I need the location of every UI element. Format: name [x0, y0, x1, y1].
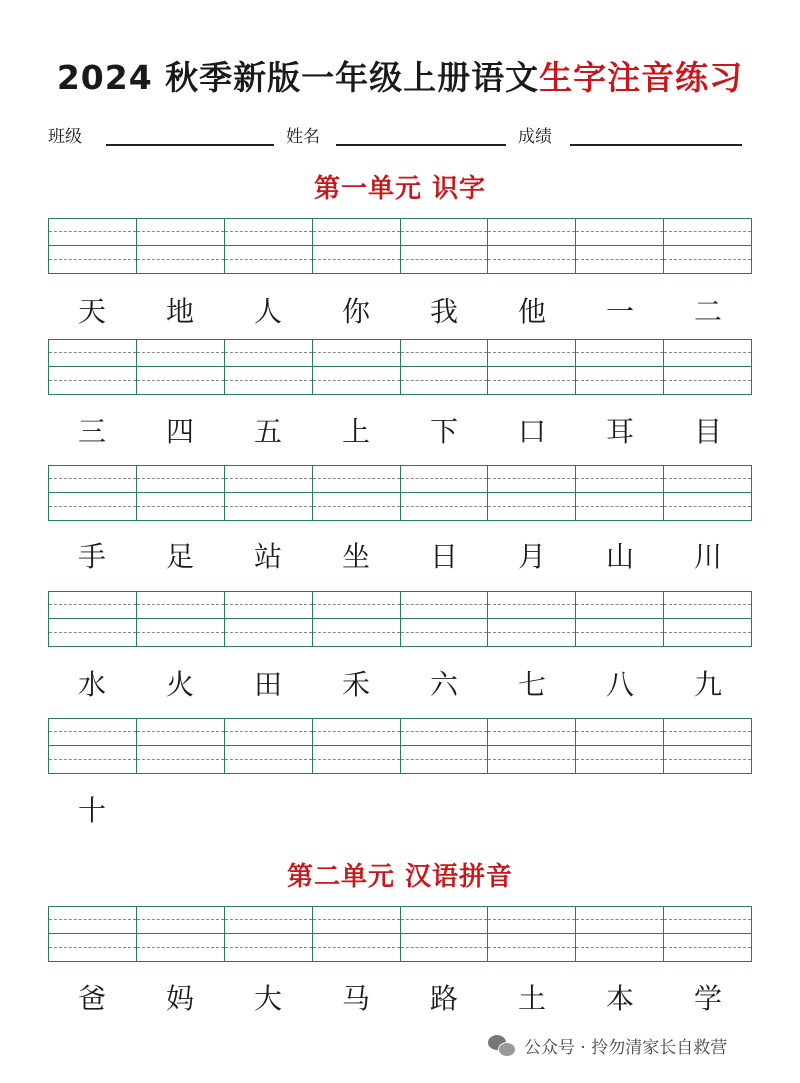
guide-line: [576, 259, 663, 260]
guide-line: [137, 506, 224, 507]
pinyin-cell[interactable]: [225, 719, 313, 773]
character: 七: [517, 668, 546, 701]
footer: [488, 1033, 727, 1058]
character: 学: [693, 982, 722, 1015]
guide-line: [137, 245, 224, 246]
character: 站: [253, 540, 282, 573]
guide-line: [576, 492, 663, 493]
guide-line: [401, 259, 488, 260]
character: 地: [165, 295, 194, 328]
pinyin-cell[interactable]: [576, 466, 664, 520]
guide-line: [401, 478, 488, 479]
character: 本: [605, 982, 634, 1015]
pinyin-cell[interactable]: [225, 340, 313, 394]
character: 田: [253, 668, 282, 701]
pinyin-cell[interactable]: [576, 907, 664, 961]
guide-line: [137, 933, 224, 934]
guide-line: [488, 352, 575, 353]
guide-line: [313, 745, 400, 746]
guide-line: [576, 506, 663, 507]
character: 一: [605, 295, 634, 328]
character: 足: [165, 540, 194, 573]
pinyin-cell[interactable]: [49, 907, 137, 961]
guide-line: [664, 380, 751, 381]
pinyin-row[interactable]: [48, 591, 752, 647]
guide-line: [313, 506, 400, 507]
character: 天: [77, 295, 106, 328]
guide-line: [401, 352, 488, 353]
guide-line: [225, 366, 312, 367]
pinyin-cell[interactable]: [576, 219, 664, 273]
guide-line: [488, 492, 575, 493]
wechat-icon: [488, 1035, 516, 1057]
char-row: [48, 665, 752, 705]
guide-line: [137, 352, 224, 353]
character: 十: [77, 794, 106, 827]
pinyin-cell[interactable]: [137, 466, 225, 520]
pinyin-cell[interactable]: [664, 340, 751, 394]
pinyin-cell[interactable]: [313, 719, 401, 773]
guide-line: [664, 618, 751, 619]
pinyin-cell[interactable]: [225, 907, 313, 961]
guide-line: [313, 380, 400, 381]
pinyin-cell[interactable]: [49, 719, 137, 773]
guide-line: [401, 731, 488, 732]
guide-line: [225, 604, 312, 605]
guide-line: [488, 245, 575, 246]
guide-line: [137, 632, 224, 633]
guide-line: [488, 618, 575, 619]
pinyin-cell[interactable]: [313, 219, 401, 273]
pinyin-cell[interactable]: [401, 466, 489, 520]
char-row: [48, 791, 752, 831]
guide-line: [313, 245, 400, 246]
guide-line: [401, 919, 488, 920]
pinyin-row[interactable]: [48, 718, 752, 774]
pinyin-row[interactable]: [48, 218, 752, 274]
character: 日: [429, 540, 458, 573]
guide-line: [313, 731, 400, 732]
title-main: 2024 秋季新版一年级上册语文: [56, 58, 540, 97]
guide-line: [137, 259, 224, 260]
guide-line: [576, 478, 663, 479]
pinyin-cell[interactable]: [488, 219, 576, 273]
guide-line: [664, 731, 751, 732]
pinyin-cell[interactable]: [488, 719, 576, 773]
guide-line: [488, 506, 575, 507]
guide-line: [664, 366, 751, 367]
guide-line: [313, 919, 400, 920]
guide-line: [401, 618, 488, 619]
pinyin-cell[interactable]: [401, 719, 489, 773]
pinyin-cell[interactable]: [576, 592, 664, 646]
guide-line: [49, 478, 136, 479]
guide-line: [137, 366, 224, 367]
pinyin-cell[interactable]: [313, 907, 401, 961]
pinyin-cell[interactable]: [137, 340, 225, 394]
guide-line: [576, 731, 663, 732]
pinyin-cell[interactable]: [49, 219, 137, 273]
guide-line: [664, 947, 751, 948]
guide-line: [313, 759, 400, 760]
pinyin-cell[interactable]: [576, 719, 664, 773]
class-label: 班级: [48, 127, 82, 147]
guide-line: [664, 604, 751, 605]
pinyin-cell[interactable]: [313, 340, 401, 394]
character: 口: [517, 415, 546, 448]
pinyin-cell[interactable]: [664, 219, 751, 273]
guide-line: [313, 618, 400, 619]
character: 爸: [77, 982, 106, 1015]
character: 川: [693, 540, 722, 573]
pinyin-cell[interactable]: [664, 592, 751, 646]
guide-line: [576, 231, 663, 232]
guide-line: [488, 478, 575, 479]
score-field[interactable]: [570, 144, 742, 146]
guide-line: [313, 231, 400, 232]
name-label: 姓名: [286, 127, 320, 147]
guide-line: [225, 478, 312, 479]
guide-line: [488, 933, 575, 934]
character: 耳: [605, 415, 634, 448]
guide-line: [225, 731, 312, 732]
guide-line: [313, 366, 400, 367]
character: 坐: [341, 540, 370, 573]
guide-line: [137, 604, 224, 605]
char-row: [48, 537, 752, 577]
guide-line: [225, 492, 312, 493]
pinyin-cell[interactable]: [49, 340, 137, 394]
character: 三: [77, 415, 106, 448]
pinyin-row[interactable]: [48, 465, 752, 521]
guide-line: [488, 745, 575, 746]
guide-line: [313, 947, 400, 948]
guide-line: [225, 231, 312, 232]
guide-line: [576, 366, 663, 367]
pinyin-cell[interactable]: [664, 907, 751, 961]
guide-line: [401, 632, 488, 633]
guide-line: [49, 745, 136, 746]
guide-line: [401, 947, 488, 948]
pinyin-cell[interactable]: [49, 466, 137, 520]
character: 土: [517, 982, 546, 1015]
guide-line: [576, 245, 663, 246]
guide-line: [664, 919, 751, 920]
guide-line: [664, 231, 751, 232]
section-title: 第一单元 识字: [313, 174, 487, 204]
character: 手: [77, 540, 106, 573]
section-title: 第二单元 汉语拼音: [286, 862, 514, 892]
guide-line: [137, 618, 224, 619]
guide-line: [576, 933, 663, 934]
guide-line: [488, 380, 575, 381]
pinyin-cell[interactable]: [401, 340, 489, 394]
pinyin-cell[interactable]: [664, 719, 751, 773]
guide-line: [49, 366, 136, 367]
pinyin-cell[interactable]: [401, 219, 489, 273]
guide-line: [49, 492, 136, 493]
character: 我: [429, 295, 458, 328]
guide-line: [488, 604, 575, 605]
pinyin-row[interactable]: [48, 339, 752, 395]
guide-line: [488, 947, 575, 948]
guide-line: [225, 380, 312, 381]
guide-line: [576, 919, 663, 920]
guide-line: [137, 947, 224, 948]
guide-line: [664, 759, 751, 760]
pinyin-row[interactable]: [48, 906, 752, 962]
guide-line: [401, 231, 488, 232]
character: 水: [77, 668, 106, 701]
guide-line: [576, 947, 663, 948]
guide-line: [401, 506, 488, 507]
guide-line: [49, 618, 136, 619]
guide-line: [225, 632, 312, 633]
pinyin-cell[interactable]: [664, 466, 751, 520]
pinyin-cell[interactable]: [137, 907, 225, 961]
character: 四: [165, 415, 194, 448]
character: 禾: [341, 668, 370, 701]
guide-line: [488, 366, 575, 367]
guide-line: [49, 731, 136, 732]
char-row: [48, 292, 752, 332]
guide-line: [49, 245, 136, 246]
guide-line: [137, 745, 224, 746]
guide-line: [49, 947, 136, 948]
guide-line: [488, 731, 575, 732]
pinyin-cell[interactable]: [313, 592, 401, 646]
guide-line: [488, 632, 575, 633]
guide-line: [49, 231, 136, 232]
character: 妈: [165, 982, 194, 1015]
character: 山: [605, 540, 634, 573]
student-info: [48, 120, 748, 150]
pinyin-cell[interactable]: [137, 719, 225, 773]
guide-line: [49, 919, 136, 920]
guide-line: [137, 731, 224, 732]
guide-line: [313, 478, 400, 479]
guide-line: [664, 352, 751, 353]
guide-line: [137, 759, 224, 760]
guide-line: [401, 245, 488, 246]
character: 上: [341, 415, 370, 448]
guide-line: [225, 352, 312, 353]
guide-line: [225, 245, 312, 246]
character: 火: [165, 668, 194, 701]
character: 二: [693, 295, 722, 328]
guide-line: [488, 259, 575, 260]
guide-line: [49, 604, 136, 605]
pinyin-cell[interactable]: [488, 466, 576, 520]
guide-line: [664, 478, 751, 479]
guide-line: [664, 492, 751, 493]
guide-line: [313, 259, 400, 260]
guide-line: [401, 604, 488, 605]
pinyin-cell[interactable]: [137, 592, 225, 646]
pinyin-cell[interactable]: [488, 907, 576, 961]
guide-line: [137, 380, 224, 381]
name-field[interactable]: [336, 144, 506, 146]
guide-line: [401, 933, 488, 934]
guide-line: [664, 245, 751, 246]
guide-line: [313, 352, 400, 353]
guide-line: [664, 506, 751, 507]
guide-line: [313, 492, 400, 493]
guide-line: [225, 618, 312, 619]
guide-line: [488, 231, 575, 232]
guide-line: [401, 492, 488, 493]
guide-line: [49, 933, 136, 934]
guide-line: [576, 604, 663, 605]
guide-line: [401, 759, 488, 760]
guide-line: [488, 759, 575, 760]
guide-line: [576, 745, 663, 746]
character: 八: [605, 668, 634, 701]
pinyin-cell[interactable]: [401, 592, 489, 646]
character: 九: [693, 668, 722, 701]
guide-line: [49, 759, 136, 760]
guide-line: [225, 919, 312, 920]
character: 目: [693, 415, 722, 448]
pinyin-cell[interactable]: [576, 340, 664, 394]
pinyin-cell[interactable]: [49, 592, 137, 646]
guide-line: [225, 506, 312, 507]
guide-line: [664, 933, 751, 934]
character: 路: [429, 982, 458, 1015]
character: 你: [341, 295, 370, 328]
guide-line: [313, 933, 400, 934]
guide-line: [225, 947, 312, 948]
guide-line: [49, 352, 136, 353]
class-field[interactable]: [106, 144, 274, 146]
character: 六: [429, 668, 458, 701]
page-title: [0, 52, 800, 99]
pinyin-cell[interactable]: [225, 466, 313, 520]
pinyin-cell[interactable]: [488, 592, 576, 646]
pinyin-cell[interactable]: [401, 907, 489, 961]
guide-line: [49, 380, 136, 381]
guide-line: [313, 604, 400, 605]
guide-line: [664, 745, 751, 746]
guide-line: [576, 632, 663, 633]
footer-text: 公众号 · 拎勿清家长自救营: [524, 1038, 728, 1058]
guide-line: [137, 231, 224, 232]
character: 马: [341, 982, 370, 1015]
guide-line: [137, 919, 224, 920]
guide-line: [49, 506, 136, 507]
guide-line: [225, 759, 312, 760]
guide-line: [225, 933, 312, 934]
guide-line: [137, 492, 224, 493]
guide-line: [225, 259, 312, 260]
pinyin-cell[interactable]: [225, 219, 313, 273]
pinyin-cell[interactable]: [313, 466, 401, 520]
guide-line: [401, 366, 488, 367]
guide-line: [225, 745, 312, 746]
guide-line: [137, 478, 224, 479]
guide-line: [488, 919, 575, 920]
guide-line: [313, 632, 400, 633]
character: 大: [253, 982, 282, 1015]
guide-line: [576, 759, 663, 760]
guide-line: [576, 618, 663, 619]
character: 月: [517, 540, 546, 573]
guide-line: [576, 352, 663, 353]
guide-line: [664, 632, 751, 633]
guide-line: [664, 259, 751, 260]
pinyin-cell[interactable]: [488, 340, 576, 394]
char-row: [48, 979, 752, 1019]
title-highlight: 生字注音练习: [539, 58, 744, 97]
pinyin-cell[interactable]: [137, 219, 225, 273]
guide-line: [49, 632, 136, 633]
character: 下: [429, 415, 458, 448]
pinyin-cell[interactable]: [225, 592, 313, 646]
guide-line: [401, 745, 488, 746]
guide-line: [401, 380, 488, 381]
guide-line: [576, 380, 663, 381]
score-label: 成绩: [518, 127, 552, 147]
character: 五: [253, 415, 282, 448]
guide-line: [49, 259, 136, 260]
char-row: [48, 412, 752, 452]
character: 他: [517, 295, 546, 328]
character: 人: [253, 295, 282, 328]
